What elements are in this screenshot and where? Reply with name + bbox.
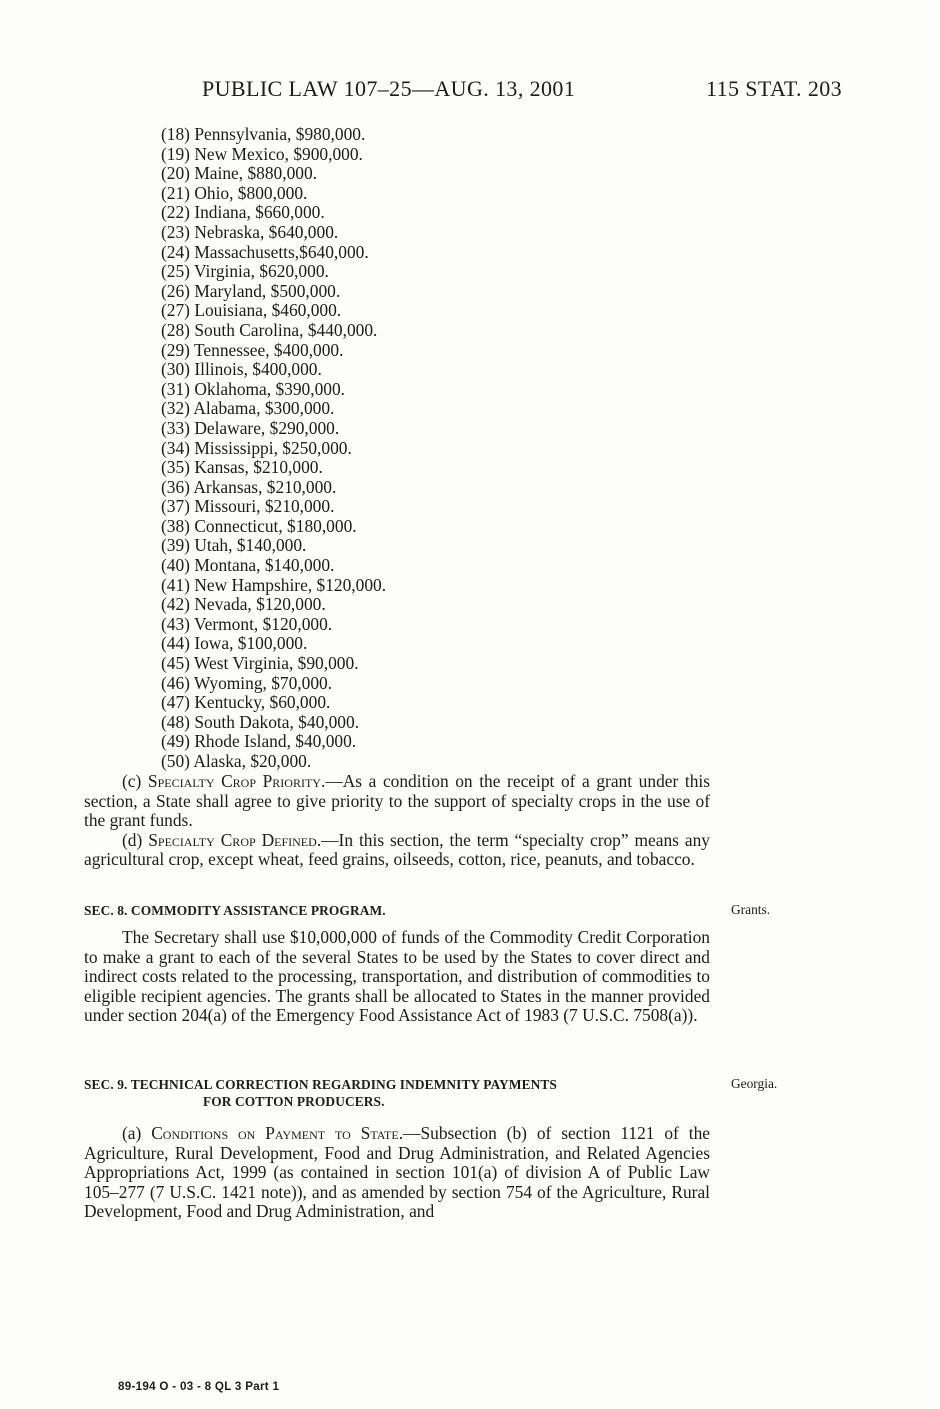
- list-item: (50) Alaska, $20,000.: [161, 751, 312, 771]
- list-item: (43) Vermont, $120,000.: [161, 613, 333, 634]
- list-item: (22) Indiana, $660,000.: [161, 202, 325, 223]
- list-item: (33) Delaware, $290,000.: [161, 417, 340, 438]
- list-item: (46) Wyoming, $70,000.: [161, 672, 333, 693]
- list-item: (45) West Virginia, $90,000.: [161, 653, 359, 674]
- sec9-subsection-a-heading: Conditions on Payment to State: [151, 1123, 399, 1143]
- state-allocation-list: [161, 125, 386, 772]
- running-head-title: PUBLIC LAW 107–25—AUG. 13, 2001: [202, 76, 576, 101]
- subsection-c: (c) Specialty Crop Priority.—As a condition on the receipt of a grant under this section, a State shall agree to give priority to the support of specialty crops in the use of the grant funds.: [84, 771, 710, 831]
- print-job-code: 89-194 O - 03 - 8 QL 3 Part 1: [118, 1380, 280, 1393]
- list-item: (48) South Dakota, $40,000.: [161, 711, 360, 732]
- subsection-c-heading: Specialty Crop Priority: [147, 771, 321, 791]
- list-item: (49) Rhode Island, $40,000.: [161, 731, 357, 752]
- subsection-d: (d) Specialty Crop Defined.—In this section, the term “specialty crop” means any agricultural crop, except wheat, feed grains, oilseeds, cotton, rice, peanuts, and tobacco.: [84, 829, 710, 870]
- list-item: (29) Tennessee, $400,000.: [161, 339, 344, 360]
- sec9-subsection-a-body: .—Subsection (b) of section 1121 of the Agriculture, Rural Development, Food and Drug Administration, and Related Agencies Appropriations Act, 1999 (as contained in section 101(a) of division A of Public Law 105–277 (7 U.S.C. 1421 note)), and as amended by section 754 of the Agriculture, Rural Development, Food and Drug Administration, and: [84, 1123, 710, 1222]
- statute-page-number: 115 STAT. 203: [706, 76, 843, 101]
- list-item: (35) Kansas, $210,000.: [161, 457, 323, 478]
- subsection-c-body: .—As a condition on the receipt of a grant under this section, a State shall agree to give priority to the support of specialty crops in the use of the grant funds.: [84, 771, 710, 831]
- list-item: (30) Illinois, $400,000.: [161, 359, 322, 380]
- list-item: (23) Nebraska, $640,000.: [161, 221, 339, 242]
- list-item: (41) New Hampshire, $120,000.: [161, 574, 387, 595]
- sec9-heading-line1: SEC. 9. TECHNICAL CORRECTION REGARDING INDEMNITY PAYMENTS: [84, 1077, 557, 1092]
- list-item: (37) Missouri, $210,000.: [161, 496, 335, 517]
- list-item: (42) Nevada, $120,000.: [161, 594, 326, 615]
- list-item: (20) Maine, $880,000.: [161, 163, 318, 184]
- list-item: (27) Louisiana, $460,000.: [161, 300, 342, 321]
- list-item: (39) Utah, $140,000.: [161, 535, 307, 556]
- list-item: (40) Montana, $140,000.: [161, 555, 335, 576]
- sec9-heading: [84, 1076, 710, 1110]
- list-item: (32) Alabama, $300,000.: [161, 398, 335, 419]
- list-item: (28) South Carolina, $440,000.: [161, 319, 378, 340]
- sec8-margin-note: Grants.: [731, 902, 771, 917]
- list-item: (36) Arkansas, $210,000.: [161, 476, 337, 497]
- sec9-heading-line2: FOR COTTON PRODUCERS.: [203, 1094, 385, 1109]
- page-header: [0, 76, 940, 104]
- list-item: (21) Ohio, $800,000.: [161, 182, 308, 203]
- sec8-heading: SEC. 8. COMMODITY ASSISTANCE PROGRAM.: [84, 903, 386, 918]
- sec9-subsection-a: (a) Conditions on Payment to State.—Subsection (b) of section 1121 of the Agriculture, Rural Development, Food and Drug Administration, and Related Agencies Appropriations Act, 1999 (as contained in section 101(a) of division A of Public Law 105–277 (7 U.S.C. 1421 note)), and as amended by section 754 of the Agriculture, Rural Development, Food and Drug Administration, and: [84, 1123, 710, 1222]
- sec9-margin-note: Georgia.: [731, 1076, 778, 1091]
- subsections-c-d: [84, 772, 710, 870]
- list-item: (24) Massachusetts,$640,000.: [161, 241, 369, 262]
- list-item: (34) Mississippi, $250,000.: [161, 437, 352, 458]
- subsection-d-heading: Specialty Crop Defined: [148, 829, 317, 850]
- list-item: (31) Oklahoma, $390,000.: [161, 378, 346, 399]
- list-item: (47) Kentucky, $60,000.: [161, 692, 331, 713]
- list-item: (26) Maryland, $500,000.: [161, 280, 341, 301]
- list-item: (18) Pennsylvania, $980,000.: [161, 124, 366, 144]
- sec8-body: The Secretary shall use $10,000,000 of funds of the Commodity Credit Corporation to make a grant to each of the several States to be used by the States to cover direct and indirect costs related to the processing, transportation, and distribution of commodities to eligible recipient agencies. The grants shall be allocated to States in the manner provided under section 204(a) of the Emergency Food Assistance Act of 1983 (7 U.S.C. 7508(a)).: [84, 927, 710, 1026]
- list-item: (38) Connecticut, $180,000.: [161, 515, 357, 536]
- subsection-d-body: .—In this section, the term “specialty crop” means any agricultural crop, except wheat, feed grains, oilseeds, cotton, rice, peanuts, and tobacco.: [84, 829, 710, 870]
- list-item: (25) Virginia, $620,000.: [161, 261, 329, 282]
- list-item: (19) New Mexico, $900,000.: [161, 143, 363, 164]
- list-item: (44) Iowa, $100,000.: [161, 633, 308, 654]
